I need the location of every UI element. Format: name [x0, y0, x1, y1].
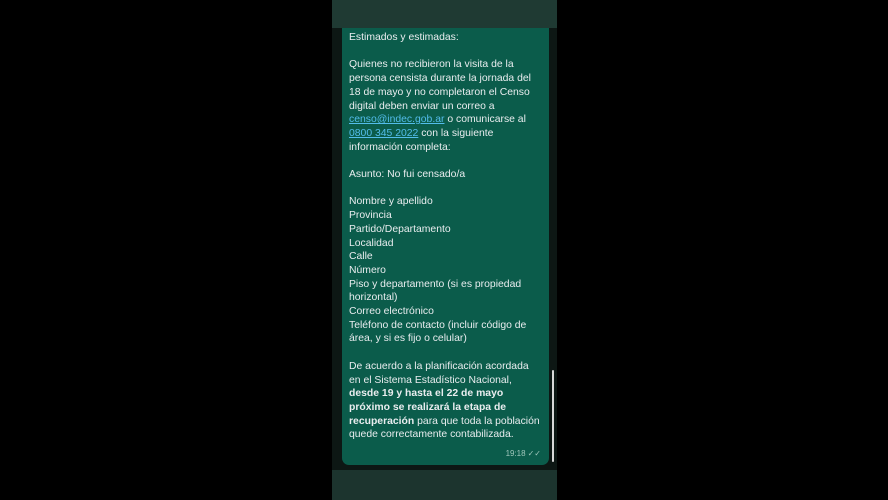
- greeting-text: Estimados y estimadas:: [349, 32, 459, 43]
- field-phone: Teléfono de contacto (incluir código de área, y si es fijo o celular): [349, 319, 527, 345]
- scrollbar[interactable]: [552, 370, 554, 462]
- email-link[interactable]: censo@indec.gob.ar: [349, 114, 445, 126]
- subject-line: Asunto: No fui censado/a: [349, 169, 466, 180]
- field-email: Correo electrónico: [349, 306, 434, 318]
- planning-dates-bold: desde 19 y hasta el 22 de mayo próximo se realizará la etapa de recuperación: [349, 388, 507, 427]
- field-street: Calle: [349, 251, 373, 263]
- field-district: Partido/Departamento: [349, 223, 451, 235]
- planning-text-2: para que toda la población quede correctamente contabilizada.: [349, 415, 540, 441]
- message-time: 19:18: [505, 449, 526, 459]
- chat-header-bar: [332, 0, 557, 28]
- field-locality: Localidad: [349, 237, 394, 249]
- planning-text: De acuerdo a la planificación acordada en el Sistema Estadístico Nacional,: [349, 360, 529, 386]
- field-number: Número: [349, 264, 386, 276]
- read-ticks-icon: ✓✓: [527, 449, 541, 459]
- paragraph-planning: [349, 360, 543, 442]
- message-bubble[interactable]: [342, 28, 549, 465]
- instructions-text: Quienes no recibieron la visita de la persona censista durante la jornada del 18 de mayo y no completaron el Censo digital deben enviar un correo a: [349, 59, 531, 112]
- input-bar: [332, 470, 557, 500]
- instructions-text-2: o comunicarse al: [444, 114, 526, 126]
- field-province: Provincia: [349, 210, 392, 222]
- paragraph-instructions: [349, 58, 543, 154]
- field-name: Nombre y apellido: [349, 196, 433, 208]
- message-meta: [506, 447, 541, 461]
- field-floor-apartment: Piso y departamento (si es propiedad horizontal): [349, 278, 522, 304]
- phone-link[interactable]: 0800 345 2022: [349, 127, 419, 139]
- phone-screen: [332, 0, 557, 500]
- instructions-text-3: con la siguiente información completa:: [349, 127, 494, 153]
